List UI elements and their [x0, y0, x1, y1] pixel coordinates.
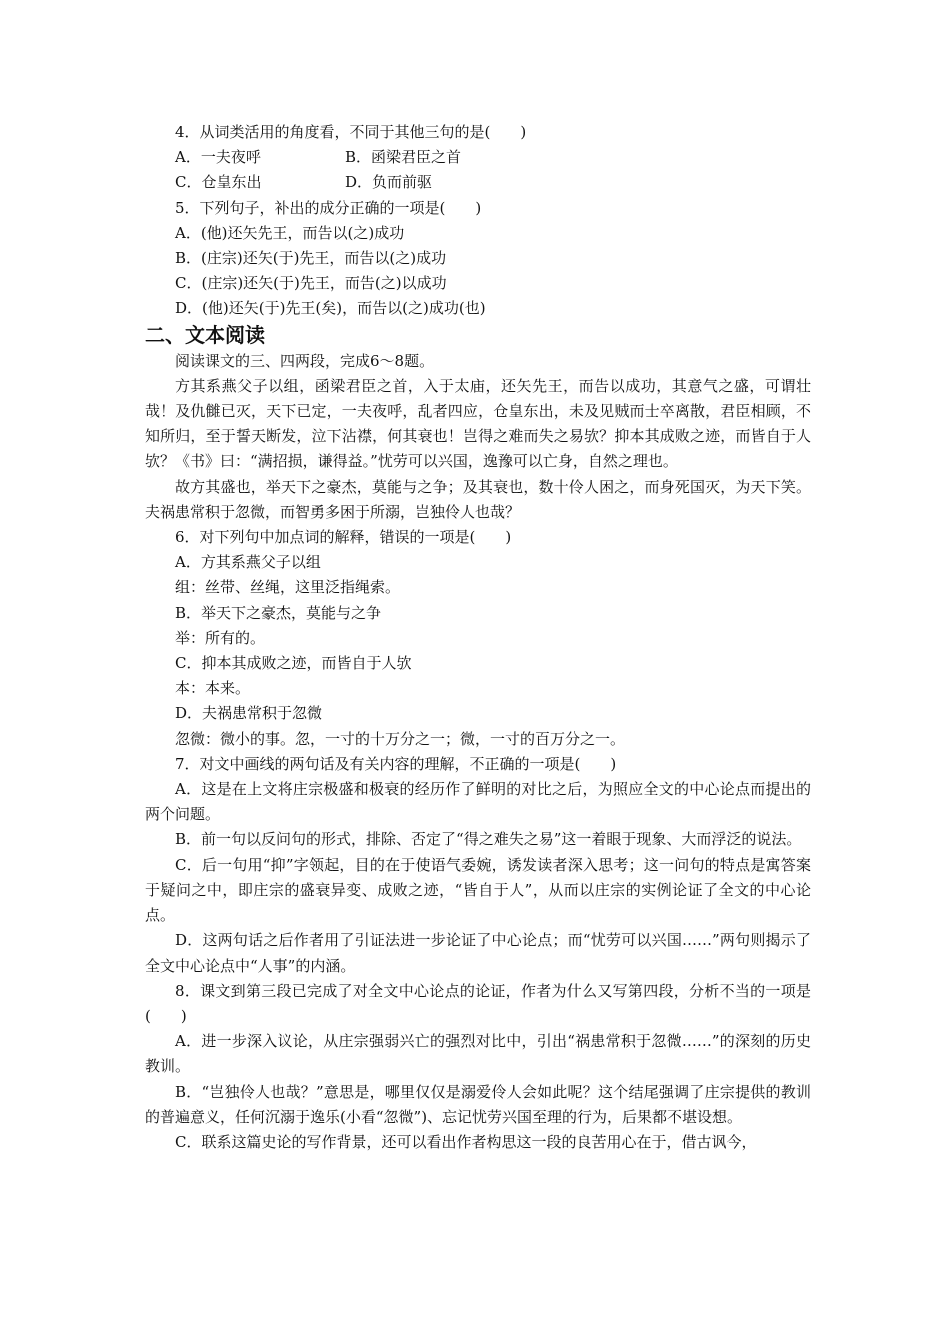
- question-7-option-d: D．这两句话之后作者用了引证法进一步论证了中心论点；而“忧劳可以兴国……”两句则揭示了全文中心论点中“人事”的内涵。: [145, 931, 811, 975]
- question-6-option-b: B．举天下之豪杰，莫能与之争: [175, 603, 382, 622]
- question-5-stem: 5．下列句子，补出的成分正确的一项是( ): [175, 198, 482, 217]
- option-d: D．负而前驱: [345, 173, 433, 192]
- question-8-option-c: C．联系这篇史论的写作背景，还可以看出作者构思这一段的良苦用心在于，借古讽今，: [175, 1132, 757, 1151]
- reading-instruction: 阅读课文的三、四两段，完成6～8题。: [175, 351, 435, 370]
- document-page: [145, 120, 811, 1155]
- question-4-options-row-2: [145, 170, 811, 195]
- option-a: A．一夫夜呼: [175, 148, 261, 167]
- question-6-explanation-b: 举：所有的。: [175, 628, 266, 647]
- passage-paragraph-1: 方其系燕父子以组，函梁君臣之首，入于太庙，还矢先王，而告以成功，其意气之盛，可谓壮哉！及仇雠已灭，天下已定，一夫夜呼，乱者四应，仓皇东出，未及见贼而士卒离散，君臣相顾，不知所归，至于誓天断发，泣下沾襟，何其衰也！岂得之难而失之易欤？抑本其成败之迹，而皆自于人欤？《书》曰：“满招损，谦得益。”忧劳可以兴国，逸豫可以亡身，自然之理也。: [145, 376, 811, 471]
- question-4-stem: 4．从词类活用的角度看，不同于其他三句的是( ): [175, 123, 527, 141]
- question-6-option-c: C．抑本其成败之迹，而皆自于人欤: [175, 654, 412, 673]
- question-4-options-row-1: [145, 145, 811, 170]
- option-b: B．函梁君臣之首: [345, 148, 462, 167]
- question-6-explanation-a: 组：丝带、丝绳，这里泛指绳索。: [175, 578, 401, 597]
- question-5-option-d: D．(他)还矢(于)先王(矣)，而告以(之)成功(也): [175, 299, 486, 318]
- question-6-stem: 6．对下列句中加点词的解释，错误的一项是( ): [175, 528, 512, 547]
- question-6-explanation-c: 本：本来。: [175, 679, 251, 698]
- question-8-stem: 8．课文到第三段已完成了对全文中心论点的论证，作者为什么又写第四段，分析不当的一项是( ): [145, 981, 811, 1025]
- question-7-option-b: B．前一句以反问句的形式，排除、否定了“得之难失之易”这一着眼于现象、大而浮泛的说法。: [175, 830, 802, 849]
- question-6-explanation-d: 忽微：微小的事。忽，一寸的十万分之一；微，一寸的百万分之一。: [175, 729, 626, 748]
- question-6-option-a: A．方其系燕父子以组: [175, 553, 321, 572]
- question-8-option-a: A．进一步深入议论，从庄宗强弱兴亡的强烈对比中，引出“祸患常积于忽微……”的深刻的历史教训。: [145, 1032, 811, 1076]
- question-8-option-b: B．“岂独伶人也哉？”意思是，哪里仅仅是溺爱伶人会如此呢？这个结尾强调了庄宗提供的教训的普遍意义，任何沉溺于逸乐(小看“忽微”)、忘记忧劳兴国至理的行为，后果都不堪设想。: [145, 1082, 811, 1126]
- question-7-stem: 7．对文中画线的两句话及有关内容的理解，不正确的一项是( ): [175, 754, 617, 773]
- option-c: C．仓皇东出: [175, 173, 262, 192]
- question-7-option-a: A．这是在上文将庄宗极盛和极衰的经历作了鲜明的对比之后，为照应全文的中心论点而提出的两个问题。: [145, 780, 811, 824]
- question-6-option-d: D．夫祸患常积于忽微: [175, 704, 323, 723]
- section-heading: 二、文本阅读: [145, 322, 265, 347]
- question-7-option-c: C．后一句用“抑”字领起，目的在于使语气委婉，诱发读者深入思考；这一问句的特点是寓答案于疑问之中，即庄宗的盛衰异变、成败之迹，“皆自于人”，从而以庄宗的实例论证了全文的中心论点。: [145, 855, 811, 925]
- question-5-option-a: A．(他)还矢先王，而告以(之)成功: [175, 223, 405, 242]
- passage-paragraph-2: 故方其盛也，举天下之豪杰，莫能与之争；及其衰也，数十伶人困之，而身死国灭，为天下笑。夫祸患常积于忽微，而智勇多困于所溺，岂独伶人也哉？: [145, 477, 811, 521]
- question-5-option-c: C．(庄宗)还矢(于)先王，而告(之)以成功: [175, 274, 447, 293]
- question-5-option-b: B．(庄宗)还矢(于)先王，而告以(之)成功: [175, 249, 447, 268]
